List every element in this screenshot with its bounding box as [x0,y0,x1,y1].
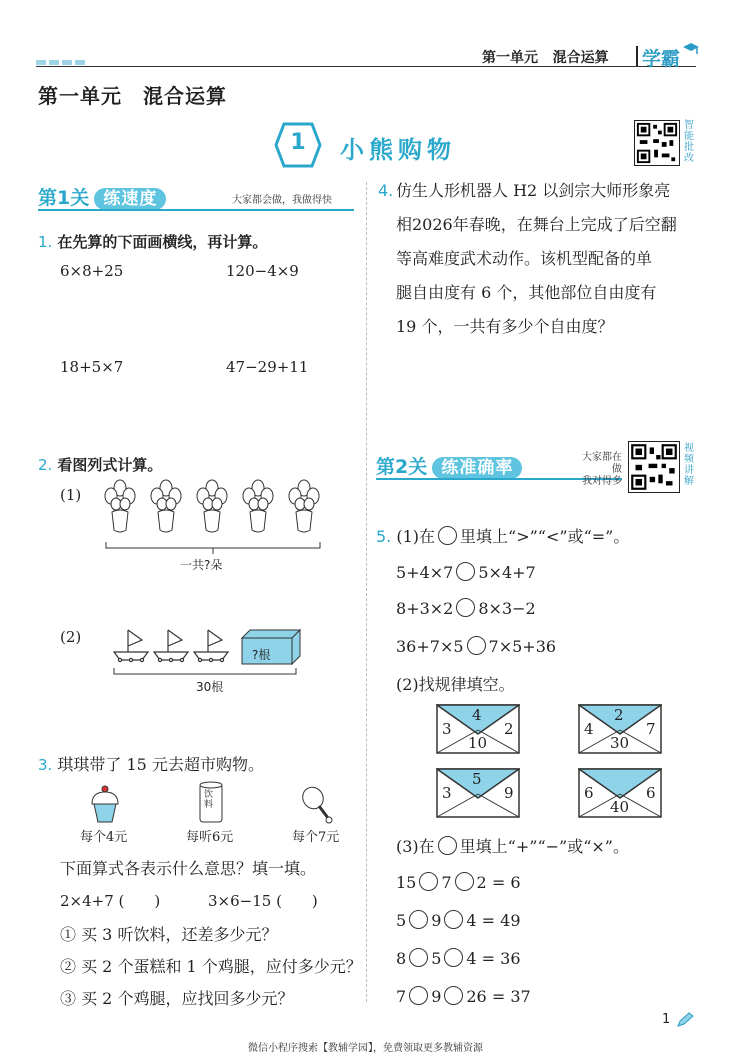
section2-note [582,452,622,488]
q1-expr-1: 6×8+25 [60,262,124,280]
answer-circle[interactable] [467,636,486,655]
env2-top: 2 [614,706,624,724]
q5-part3-prefix: (3)在 [396,837,435,856]
q3-text: 琪琪带了 15 元去超市购物。 [57,755,264,774]
eq2-c: 4 [466,911,477,930]
eq2-b: 9 [431,911,442,930]
q4-line-2: 相2026年春晚，在舞台上完成了后空翻 [396,215,677,234]
env2-right: 7 [646,720,656,738]
q1-prompt [38,231,267,252]
footer-promo: 微信小程序搜索【教辅学园】，免费领取更多教辅资源 [248,1043,483,1054]
q2-number: 2. [38,456,53,474]
q5-part1-suffix: 里填上“>”“<”或“=”。 [460,527,630,546]
eq3-c: 4 [466,949,477,968]
eq4-a: 7 [396,987,407,1006]
q3-item2-label: 每听6元 [186,830,234,845]
section2-note-1: 大家都在做 [582,452,622,475]
section1-level: 第1关 [38,187,90,209]
page-title: 第一单元 混合运算 [38,84,227,108]
qr-label-grading: 智能批改 [684,120,694,164]
env2-bottom: 30 [610,734,630,752]
q3-can-text: 饮料 [204,790,214,810]
env1-bottom: 10 [468,734,488,752]
q3-option-3: ③ 买 2 个鸡腿，应找回多少元？ [60,989,294,1008]
header-separator [636,46,638,66]
eq4-b: 9 [431,987,442,1006]
q5-part3-prompt [396,834,629,857]
q5-compare-3-right: 7×5+36 [488,637,557,656]
q5-equation-3 [396,948,521,968]
eq2-a: 5 [396,911,407,930]
q2-part1-label: (1) [60,486,82,504]
answer-circle[interactable] [444,948,463,967]
env3-left: 3 [442,784,452,802]
eq3-b: 5 [431,949,442,968]
q5-compare-3-left: 36+7×5 [396,637,464,656]
q3-expr-1[interactable]: 2×4+7 ( ) [60,892,161,910]
env3-top: 5 [472,770,482,788]
q5-equation-1 [396,872,521,892]
answer-circle[interactable] [409,948,428,967]
q4-line-3: 等高难度武术动作。该机型配备的单 [396,249,653,268]
qr-code-grading[interactable] [634,120,680,166]
eq4-result: = 37 [491,987,531,1006]
q1-expr-3: 18+5×7 [60,358,124,376]
env1-top: 4 [472,706,482,724]
env3-right: 9 [504,784,514,802]
section1-header [38,183,166,210]
q1-number: 1. [38,233,53,251]
q4-text [396,174,726,344]
q2-prompt [38,454,162,475]
env1-right: 2 [504,720,514,738]
q5-compare-1 [396,562,536,582]
eq1-c: 2 [476,873,487,892]
eq1-a: 15 [396,873,417,892]
eq1-b: 7 [441,873,452,892]
q5-compare-2-right: 8×3−2 [478,599,536,618]
env4-right: 6 [646,784,656,802]
q2-part2-caption: 30根 [196,680,224,694]
q5-compare-3 [396,636,556,656]
section1-underline [38,209,354,211]
q3-instruction: 下面算式各表示什么意思？填一填。 [60,859,317,878]
section1-name: 练速度 [94,188,166,210]
q3-number: 3. [38,756,53,774]
q5-part1-prompt [376,524,629,547]
q3-item1-label: 每个4元 [80,830,128,845]
env4-bottom: 40 [610,798,630,816]
graduation-cap-icon [682,42,700,56]
q5-compare-1-left: 5+4×7 [396,563,454,582]
env1-left: 3 [442,720,452,738]
flower-vases-illustration [100,478,332,564]
header-unit: 第一单元 [482,50,538,66]
section2-note-2: 我对得多 [582,476,622,487]
answer-circle[interactable] [444,986,463,1005]
answer-circle[interactable] [456,562,475,581]
q2-part1-caption: 一共?朵 [180,558,223,572]
q4-line-4: 腿自由度有 6 个，其他部位自由度有 [396,283,657,302]
eq3-result: = 36 [481,949,521,968]
q3-option-1: ① 买 3 听饮料，还差多少元？ [60,925,278,944]
q5-compare-2 [396,598,536,618]
q2-part2-box: ?根 [252,648,271,662]
section2-name: 练准确率 [432,457,522,479]
q5-compare-2-left: 8+3×2 [396,599,454,618]
column-divider [366,182,367,1002]
env2-left: 4 [584,720,594,738]
answer-circle[interactable] [409,986,428,1005]
eq1-result: = 6 [491,873,521,892]
section2-level: 第2关 [376,456,428,478]
q5-number: 5. [376,527,392,546]
q4-line-5: 19 个，一共有多少个自由度？ [396,317,614,336]
q1-text: 在先算的下面画横线，再计算。 [57,233,268,251]
cupcake-icon [88,784,122,824]
circle-icon [438,526,457,545]
brand-logo: 学霸 [642,48,681,70]
q3-expr-2[interactable]: 3×6−15 ( ) [208,892,318,910]
q5-part2-prompt: (2)找规律填空。 [396,675,515,694]
q5-compare-1-right: 5×4+7 [478,563,536,582]
answer-circle[interactable] [455,872,474,891]
boats-and-box-illustration [110,624,310,684]
q1-expr-4: 47−29+11 [226,358,309,376]
qr-label-video: 视频讲解 [684,443,694,487]
answer-circle[interactable] [419,872,438,891]
q5-part3-suffix: 里填上“+”“−”或“×”。 [459,837,629,856]
circle-icon [438,836,457,855]
lesson-number: 1 [290,130,306,155]
q5-equation-4 [396,986,531,1006]
qr-code-video[interactable] [628,441,680,493]
lesson-title: 小熊购物 [340,136,456,164]
q1-expr-2: 120−4×9 [226,262,299,280]
answer-circle[interactable] [444,910,463,929]
section1-note: 大家都会做，我做得快 [232,195,332,206]
q5-equation-2 [396,910,521,930]
q2-text: 看图列式计算。 [57,456,163,474]
header-unit-topic [482,47,609,67]
header-topic: 混合运算 [552,50,609,66]
answer-circle[interactable] [456,598,475,617]
q2-part2-label: (2) [60,628,82,646]
q4-line-1: 仿生人形机器人 H2 以剑宗大师形象亮 [396,181,671,200]
q5-part1-prefix: (1)在 [396,527,436,546]
eq3-a: 8 [396,949,407,968]
drumstick-icon [300,784,334,824]
q4-number: 4. [378,181,394,200]
q3-prompt [38,752,264,775]
eq4-c: 26 [466,987,487,1006]
page-number: 1 [662,1012,671,1027]
eq2-result: = 49 [481,911,521,930]
section2-header [376,452,522,479]
env4-left: 6 [584,784,594,802]
q3-option-2: ② 买 2 个蛋糕和 1 个鸡腿，应付多少元？ [60,957,362,976]
pencil-icon [676,1012,694,1028]
q3-item3-label: 每个7元 [292,830,340,845]
answer-circle[interactable] [409,910,428,929]
